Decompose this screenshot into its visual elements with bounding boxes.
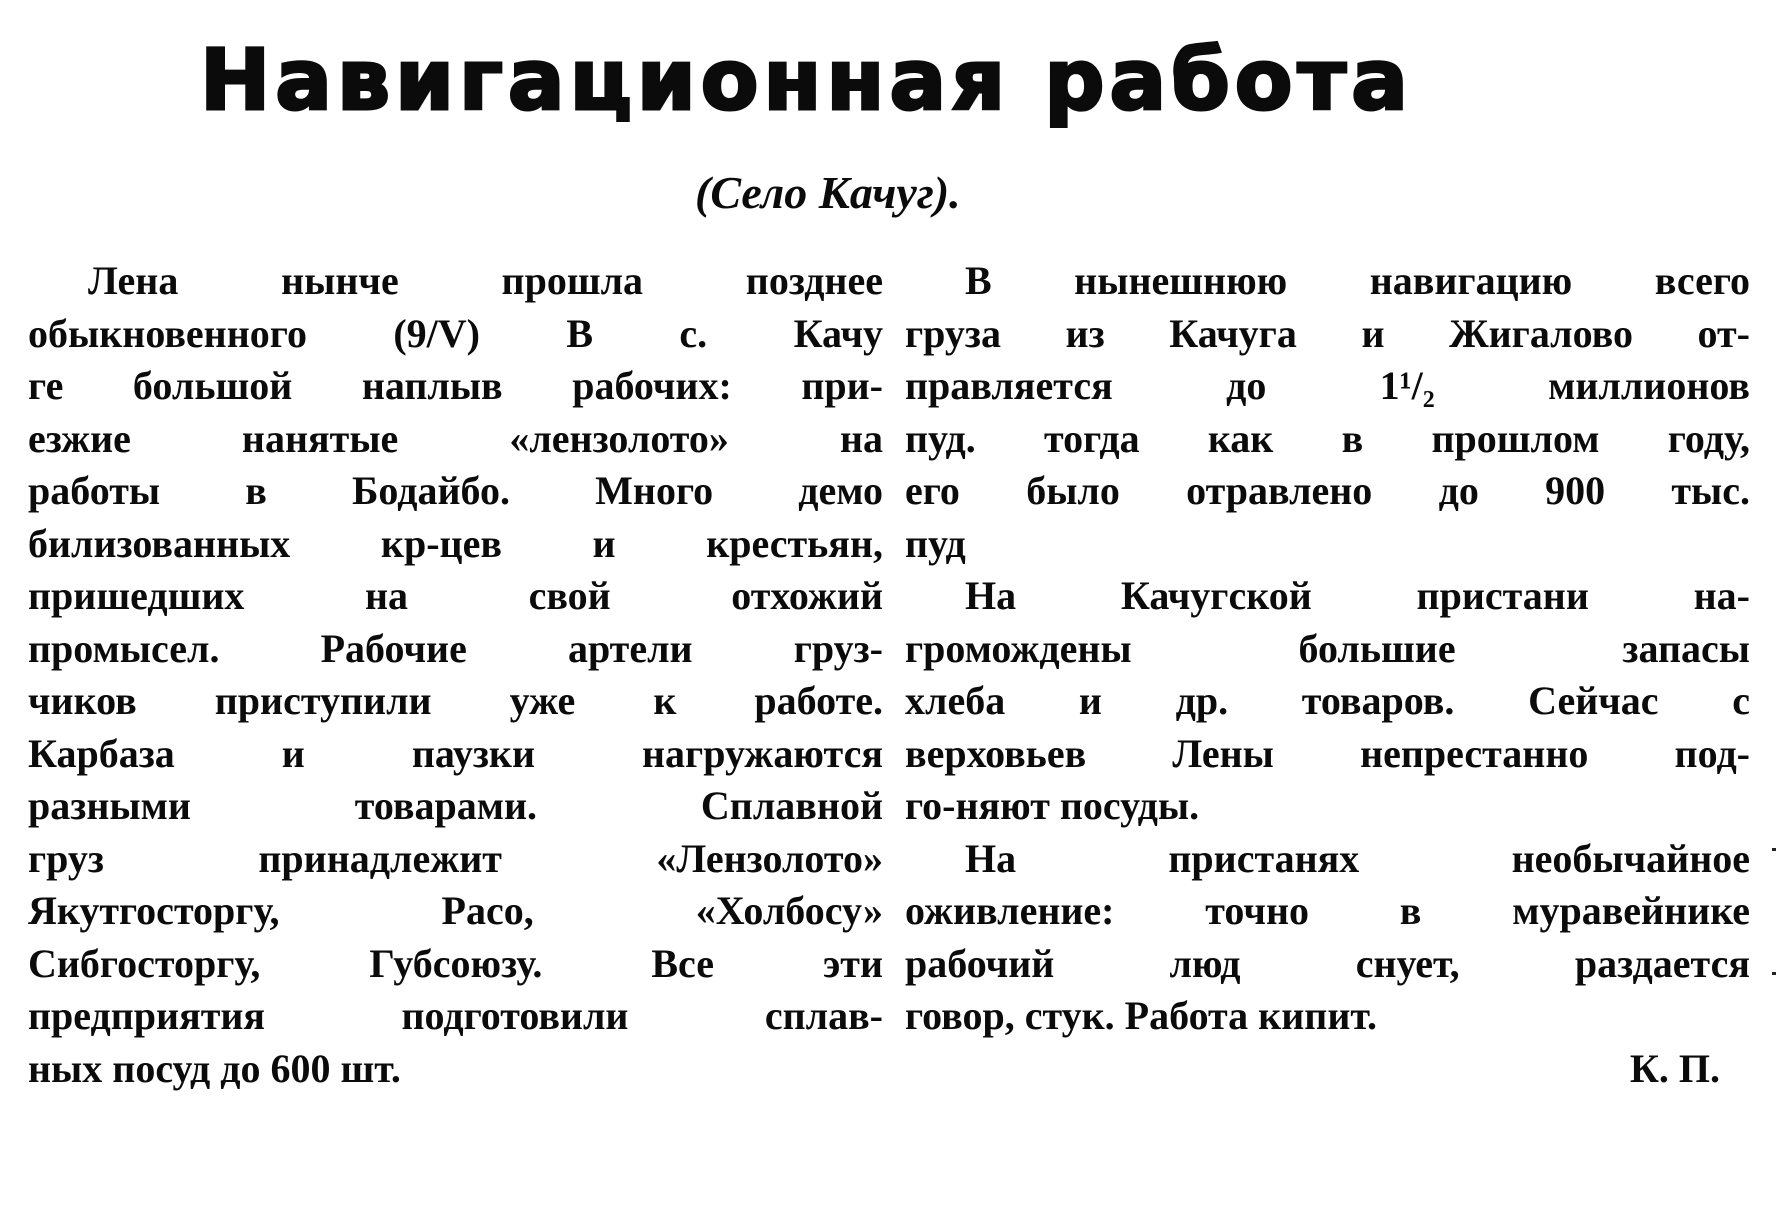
text-line: пришедших на свой отхожий: [28, 573, 883, 618]
edge-speck: [1772, 848, 1776, 851]
text-line: груз принадлежит «Лензолото»: [28, 835, 883, 881]
text-line: ных посуд до 600 шт.: [28, 1045, 401, 1091]
text-line: билизованных кр-цев и крестьян,: [28, 520, 883, 566]
text-line: пуд: [905, 520, 966, 566]
text-line: Якутгосторгу, Расо, «Холбосу»: [28, 888, 883, 933]
text-line: Карбаза и паузки нагружаются: [28, 730, 883, 776]
text-line: груза из Качуга и Жигалово от-: [905, 310, 1750, 356]
text-line: разными товарами. Сплавной: [28, 783, 883, 828]
text-line: В нынешнюю навигацию всего: [965, 258, 1750, 303]
text-line: хлеба и др. товаров. Сейчас с: [905, 678, 1750, 723]
text-line: пуд. тогда как в прошлом году,: [905, 415, 1750, 461]
text-line: промысел. Рабочие артели груз-: [28, 625, 883, 671]
text-line: Лена нынче прошла позднее: [88, 258, 883, 303]
text-line: обыкновенного (9/V) В с. Качу: [28, 310, 883, 356]
text-line: чиков приступили уже к работе.: [28, 678, 883, 723]
article-dateline: (Село Качуг).: [695, 167, 961, 218]
edge-speck: [1772, 972, 1776, 975]
article-headline: Навигационная работа: [200, 31, 1413, 129]
right-text-column: [905, 255, 1750, 1095]
text-line: ге большой наплыв рабочих: при-: [28, 363, 883, 408]
left-text-column: [28, 255, 883, 1095]
text-line: громождены большие запасы: [905, 625, 1750, 671]
text-line: рабочий люд снует, раздается: [905, 940, 1750, 986]
text-line: предприятия подготовили сплав-: [28, 993, 883, 1038]
author-signature: К. П.: [1629, 1045, 1720, 1091]
text-line: работы в Бодайбо. Много демо: [28, 468, 883, 513]
text-line: оживление: точно в муравейнике: [905, 888, 1750, 933]
text-line: езжие нанятые «лензолото» на: [28, 415, 883, 461]
text-line: его было отравлено до 900 тыс.: [905, 468, 1750, 513]
text-line: верховьев Лены непрестанно под-: [905, 730, 1750, 776]
text-line: правляется до 1¹/₂ миллионов: [905, 363, 1750, 408]
text-line: Сибгосторгу, Губсоюзу. Все эти: [28, 940, 883, 986]
text-line: го-няют посуды.: [905, 783, 1200, 828]
text-line: говор, стук. Работа кипит.: [905, 993, 1378, 1038]
text-line: На Качугской пристани на-: [965, 573, 1750, 618]
text-line: На пристанях необычайное: [965, 835, 1750, 881]
